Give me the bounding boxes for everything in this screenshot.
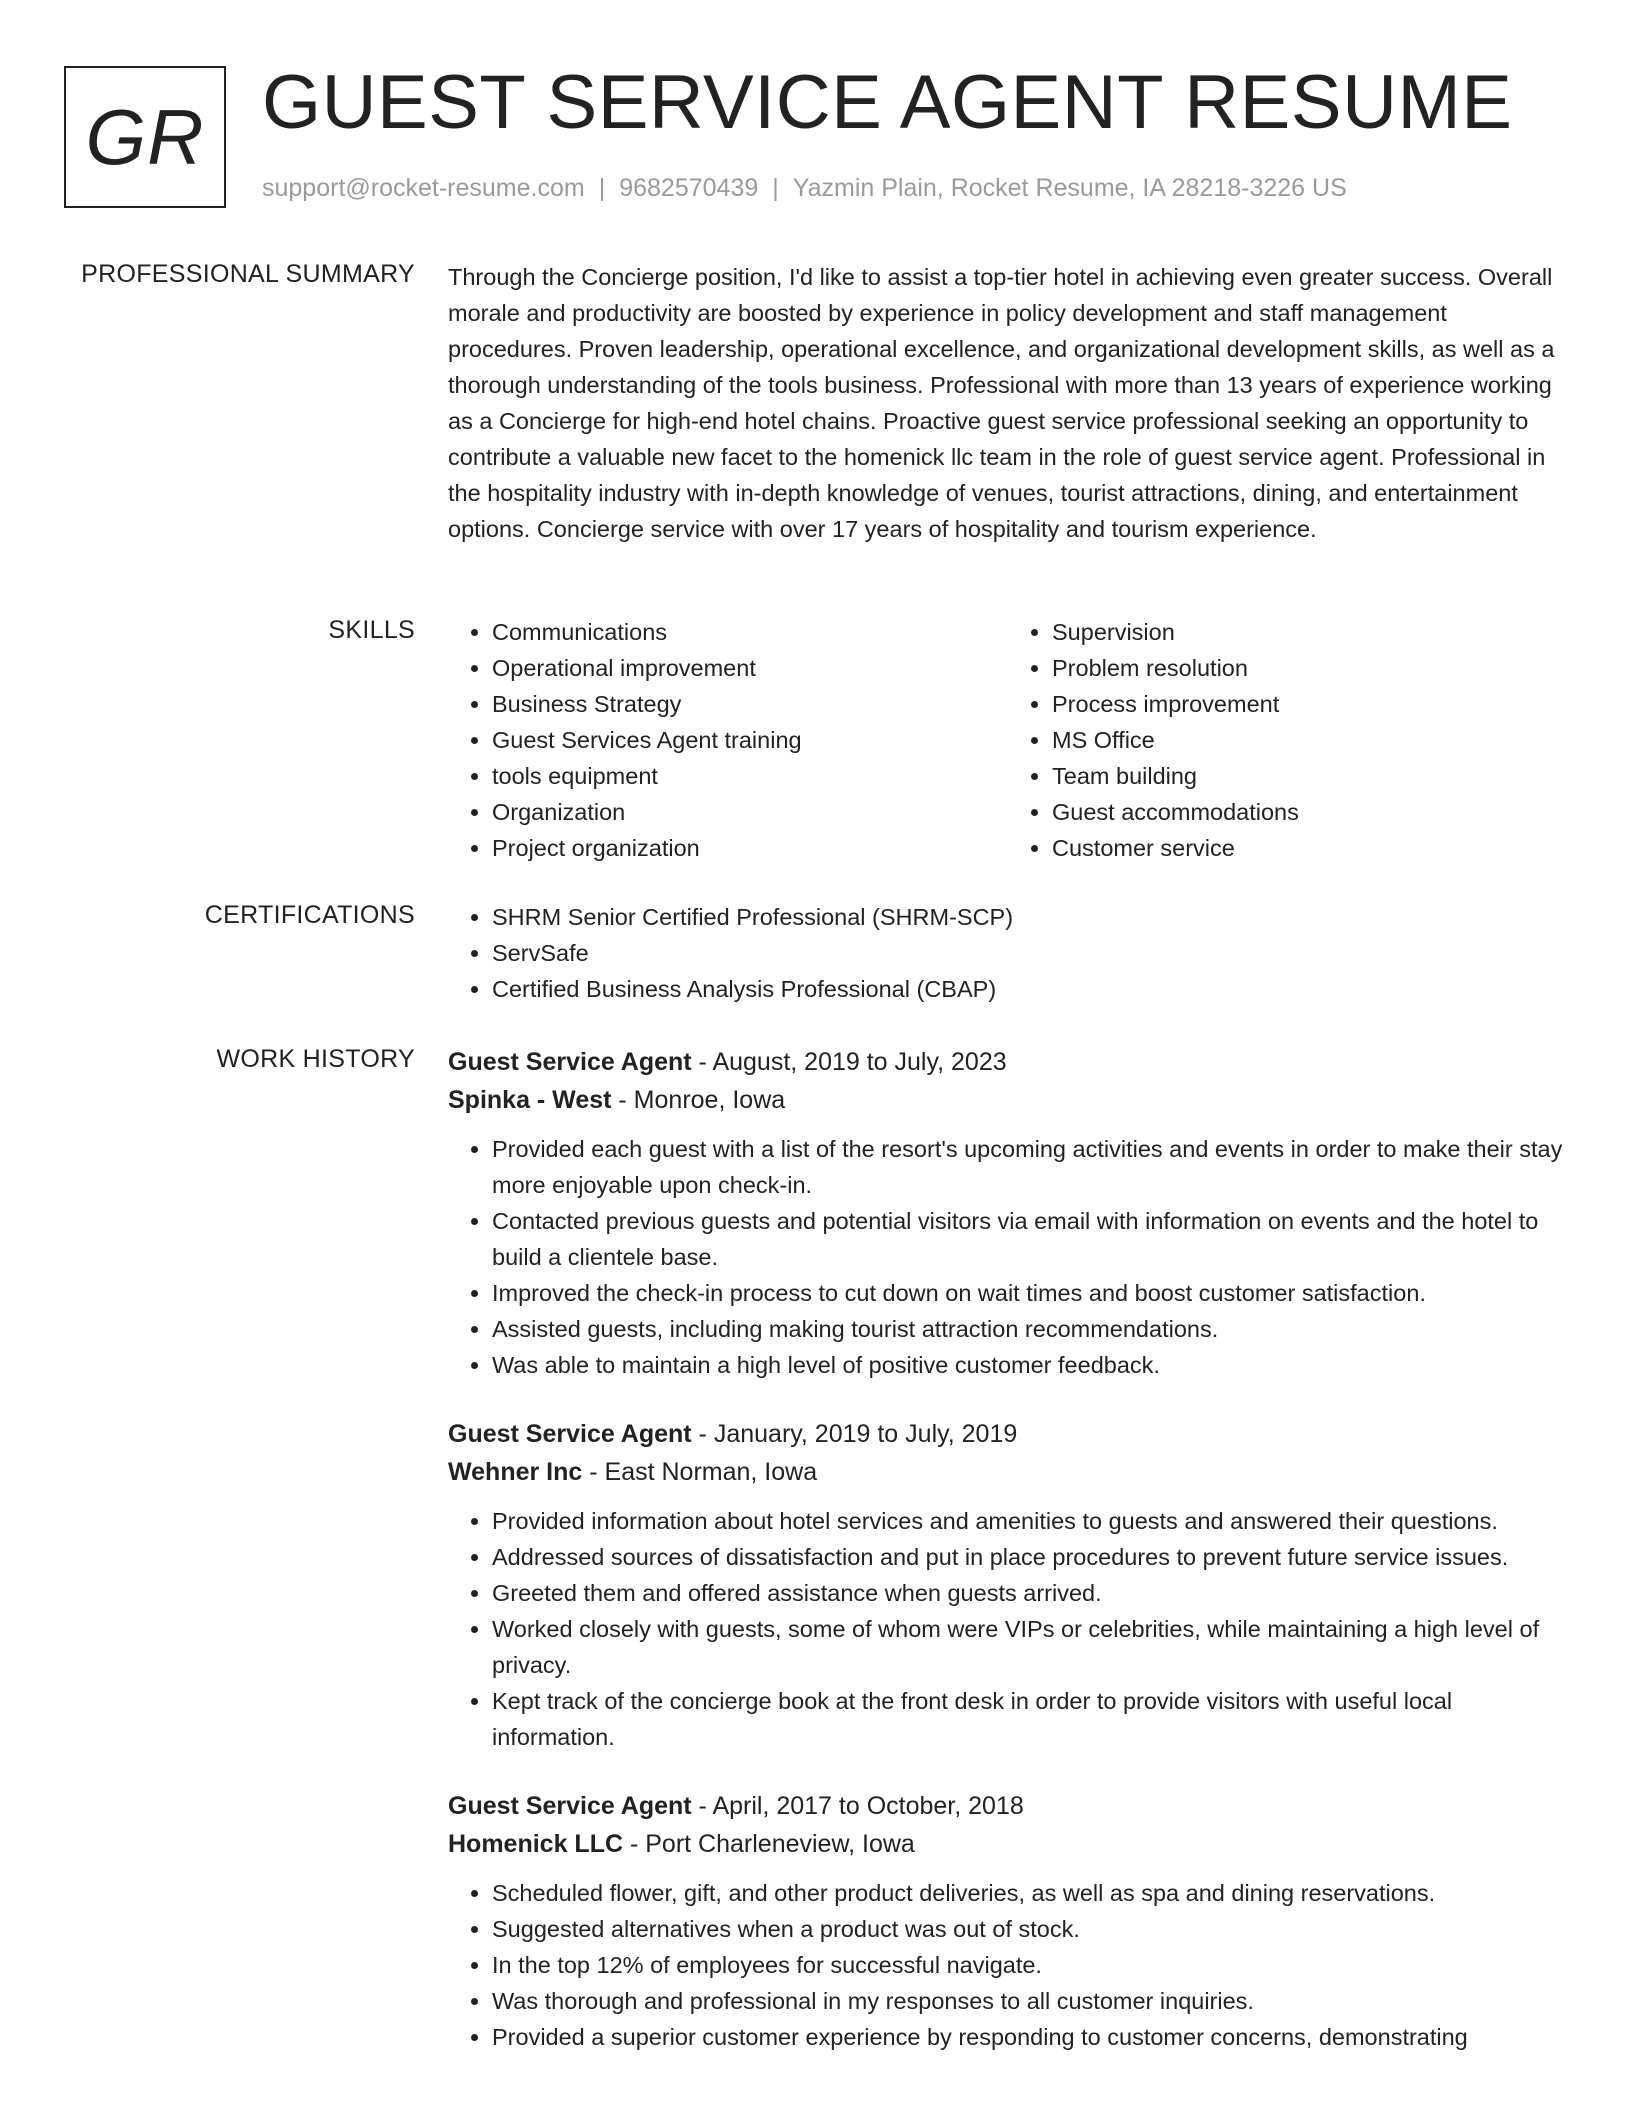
- job-bullets: [448, 1503, 1568, 1755]
- job-bullet: • Provided information about hotel services and amenities to guests and answered their questions.: [492, 1503, 1568, 1539]
- skill-item: • Supervision: [1052, 614, 1568, 650]
- skill-item: • Business Strategy: [492, 686, 1008, 722]
- job-title-line: [448, 1043, 1568, 1081]
- skill-item: • Team building: [1052, 758, 1568, 794]
- job-bullet: • Was able to maintain a high level of positive customer feedback.: [492, 1347, 1568, 1383]
- job-company-line: [448, 1453, 1568, 1491]
- skill-item: • Project organization: [492, 830, 1008, 866]
- job-bullet: • Provided each guest with a list of the resort's upcoming activities and events in order to make their stay more enjoyable upon check-in.: [492, 1131, 1568, 1203]
- job-bullet: • Kept track of the concierge book at the front desk in order to provide visitors with useful local information.: [492, 1683, 1568, 1755]
- skill-item: • Communications: [492, 614, 1008, 650]
- job-entry: [448, 1043, 1568, 1383]
- job-bullet: • Improved the check-in process to cut down on wait times and boost customer satisfaction.: [492, 1275, 1568, 1311]
- job-bullet: • Greeted them and offered assistance when guests arrived.: [492, 1575, 1568, 1611]
- contact-line: [262, 174, 1347, 203]
- job-title: Guest Service Agent: [448, 1792, 692, 1820]
- work-history-heading: WORK HISTORY: [216, 1045, 415, 1073]
- job-dates: - January, 2019 to July, 2019: [691, 1420, 1018, 1448]
- job-location: - East Norman, Iowa: [582, 1458, 818, 1486]
- contact-email: support@rocket-resume.com: [262, 174, 585, 202]
- job-location: - Port Charleneview, Iowa: [623, 1830, 915, 1858]
- job-bullet: • Worked closely with guests, some of whom were VIPs or celebrities, while maintaining a high level of privacy.: [492, 1611, 1568, 1683]
- job-bullet: • Was thorough and professional in my responses to all customer inquiries.: [492, 1983, 1568, 2019]
- contact-separator: |: [772, 174, 779, 202]
- job-company-line: [448, 1825, 1568, 1863]
- monogram-badge: [64, 66, 226, 208]
- job-bullet: • In the top 12% of employees for successful navigate.: [492, 1947, 1568, 1983]
- job-title-line: [448, 1415, 1568, 1453]
- job-bullets: [448, 1875, 1568, 2055]
- skills-list-right: [1008, 614, 1568, 866]
- monogram-initials: GR: [85, 92, 205, 181]
- skill-item: • MS Office: [1052, 722, 1568, 758]
- summary-section: [448, 259, 1568, 547]
- contact-separator: |: [598, 174, 606, 202]
- job-bullet: • Suggested alternatives when a product was out of stock.: [492, 1911, 1568, 1947]
- resume-title: GUEST SERVICE AGENT RESUME: [262, 60, 1513, 145]
- job-entry: [448, 1415, 1568, 1755]
- job-company-line: [448, 1081, 1568, 1119]
- skill-item: • Guest accommodations: [1052, 794, 1568, 830]
- job-title: Guest Service Agent: [448, 1048, 692, 1076]
- job-entry: [448, 1787, 1568, 2055]
- job-company: Homenick LLC: [448, 1830, 624, 1858]
- skills-list-left: [448, 614, 1008, 866]
- skills-section: [448, 614, 1568, 866]
- job-dates: - August, 2019 to July, 2023: [691, 1048, 1007, 1076]
- work-history-section: [448, 1043, 1568, 2087]
- certification-item: • ServSafe: [492, 935, 1568, 971]
- skill-item: • Organization: [492, 794, 1008, 830]
- job-bullet: • Addressed sources of dissatisfaction and put in place procedures to prevent future service issues.: [492, 1539, 1568, 1575]
- job-title-line: [448, 1787, 1568, 1825]
- certification-item: • SHRM Senior Certified Professional (SHRM-SCP): [492, 899, 1568, 935]
- skill-item: • Customer service: [1052, 830, 1568, 866]
- skill-item: • tools equipment: [492, 758, 1008, 794]
- contact-phone: 9682570439: [619, 174, 759, 202]
- summary-text: Through the Concierge position, I'd like to assist a top-tier hotel in achieving even greater success. Overall morale and productivity are boosted by experience in policy development and staff management procedures. Proven leadership, operational excellence, and organizational development skills, as well as a thorough understanding of the tools business. Professional with more than 13 years of experience working as a Concierge for high-end hotel chains. Proactive guest service professional seeking an opportunity to contribute a valuable new facet to the homenick llc team in the role of guest service agent. Professional in the hospitality industry with in-depth knowledge of venues, tourist attractions, dining, and entertainment options. Concierge service with over 17 years of hospitality and tourism experience.: [448, 264, 1555, 542]
- job-dates: - April, 2017 to October, 2018: [691, 1792, 1024, 1820]
- certifications-heading: CERTIFICATIONS: [204, 901, 415, 929]
- contact-address: Yazmin Plain, Rocket Resume, IA 28218-3226 US: [792, 174, 1347, 202]
- job-location: - Monroe, Iowa: [611, 1086, 786, 1114]
- summary-heading: PROFESSIONAL SUMMARY: [81, 260, 415, 288]
- job-title: Guest Service Agent: [448, 1420, 692, 1448]
- job-bullets: [448, 1131, 1568, 1383]
- job-bullet: • Contacted previous guests and potential visitors via email with information on events and the hotel to build a clientele base.: [492, 1203, 1568, 1275]
- certifications-list: [448, 899, 1568, 1007]
- job-company: Wehner Inc: [448, 1458, 583, 1486]
- certifications-section: [448, 899, 1568, 1007]
- skill-item: • Process improvement: [1052, 686, 1568, 722]
- certification-item: • Certified Business Analysis Professional (CBAP): [492, 971, 1568, 1007]
- skill-item: • Guest Services Agent training: [492, 722, 1008, 758]
- job-company: Spinka - West: [448, 1086, 612, 1114]
- skill-item: • Operational improvement: [492, 650, 1008, 686]
- job-bullet: • Assisted guests, including making tourist attraction recommendations.: [492, 1311, 1568, 1347]
- job-bullet: • Scheduled flower, gift, and other product deliveries, as well as spa and dining reservations.: [492, 1875, 1568, 1911]
- job-bullet: • Provided a superior customer experience by responding to customer concerns, demonstrating: [492, 2019, 1568, 2055]
- skill-item: • Problem resolution: [1052, 650, 1568, 686]
- skills-heading: SKILLS: [328, 616, 415, 644]
